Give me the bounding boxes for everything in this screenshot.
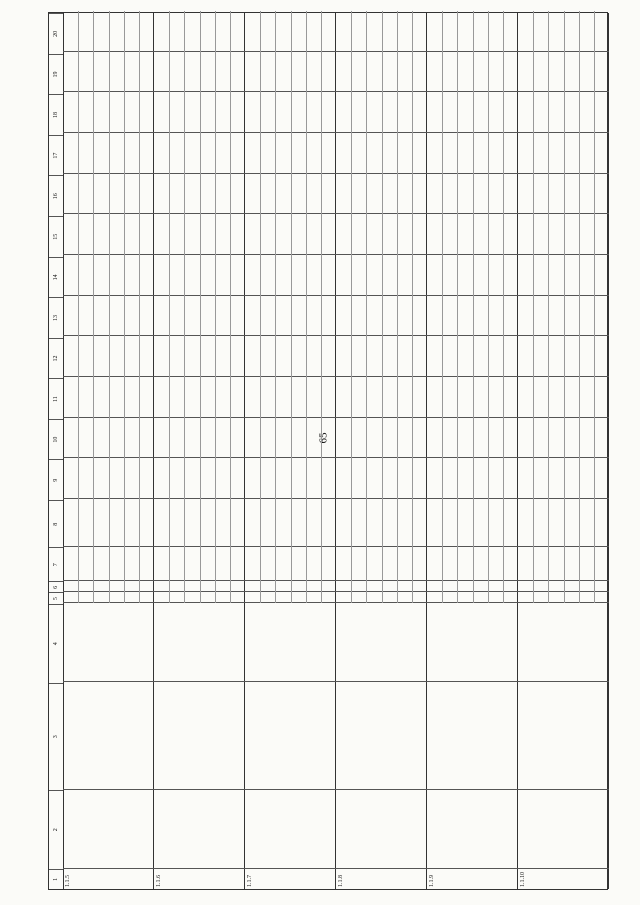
section-marker: 1.1.6 — [156, 875, 162, 887]
column-header: 7 — [49, 547, 63, 581]
sub-row-divider — [230, 11, 231, 603]
column-divider — [427, 868, 518, 869]
sub-row-divider — [109, 11, 110, 603]
section-marker: 1.1.7 — [247, 875, 253, 887]
column-header: 1 — [49, 869, 63, 889]
column-header: 6 — [49, 581, 63, 592]
sub-row-divider — [412, 11, 413, 603]
sub-row-divider — [169, 11, 170, 603]
column-divider — [154, 789, 245, 790]
column-header: 12 — [49, 338, 63, 379]
table-section — [245, 13, 336, 889]
column-header: 3 — [49, 683, 63, 790]
column-divider — [154, 681, 245, 682]
column-divider — [245, 789, 336, 790]
sub-row-divider — [124, 11, 125, 603]
column-divider — [336, 681, 427, 682]
sub-row-divider — [78, 11, 79, 603]
column-header: 2 — [49, 790, 63, 869]
sub-row-divider — [366, 11, 367, 603]
sub-row-divider — [306, 11, 307, 603]
column-divider — [336, 868, 427, 869]
column-header: 13 — [49, 297, 63, 338]
section-marker: 1.1.8 — [338, 875, 344, 887]
table-section — [154, 13, 245, 889]
column-header: 15 — [49, 216, 63, 257]
column-divider — [245, 868, 336, 869]
column-divider — [63, 789, 154, 790]
column-divider — [427, 681, 518, 682]
sub-row-divider — [579, 11, 580, 603]
sub-row-divider — [291, 11, 292, 603]
data-table — [48, 12, 608, 890]
sub-row-divider — [260, 11, 261, 603]
column-header: 20 — [49, 13, 63, 54]
section-marker: 1.1.9 — [429, 875, 435, 887]
sub-row-divider — [382, 11, 383, 603]
column-header: 11 — [49, 378, 63, 419]
column-header: 8 — [49, 500, 63, 547]
table-section — [427, 13, 518, 889]
table-section — [336, 13, 427, 889]
column-header: 18 — [49, 94, 63, 135]
sub-row-divider — [321, 11, 322, 603]
sub-row-divider — [93, 11, 94, 603]
sub-row-divider — [548, 11, 549, 603]
column-divider — [518, 681, 609, 682]
column-header: 10 — [49, 419, 63, 460]
table-section — [63, 13, 154, 889]
column-divider — [63, 681, 154, 682]
column-header: 16 — [49, 175, 63, 216]
sub-row-divider — [200, 11, 201, 603]
sub-row-divider — [351, 11, 352, 603]
column-header: 19 — [49, 54, 63, 95]
column-header: 4 — [49, 604, 63, 683]
sub-row-divider — [139, 11, 140, 603]
sub-row-divider — [533, 11, 534, 603]
column-divider — [336, 789, 427, 790]
page-number: 65 — [317, 432, 330, 444]
section-marker: 1.1.10 — [520, 872, 526, 887]
sub-row-divider — [594, 11, 595, 603]
section-marker: 1.1.5 — [65, 875, 71, 887]
column-divider — [245, 681, 336, 682]
column-divider — [63, 868, 154, 869]
sub-row-divider — [457, 11, 458, 603]
sub-row-divider — [473, 11, 474, 603]
sub-row-divider — [488, 11, 489, 603]
column-header: 17 — [49, 135, 63, 176]
column-divider — [518, 789, 609, 790]
column-header: 14 — [49, 257, 63, 298]
table-header-row — [49, 13, 64, 889]
column-header: 5 — [49, 592, 63, 603]
sub-row-divider — [275, 11, 276, 603]
sub-row-divider — [564, 11, 565, 603]
column-header: 9 — [49, 459, 63, 500]
sub-row-divider — [503, 11, 504, 603]
column-divider — [518, 868, 609, 869]
sub-row-divider — [215, 11, 216, 603]
sub-row-divider — [442, 11, 443, 603]
table-section — [518, 13, 609, 889]
sub-row-divider — [397, 11, 398, 603]
table-body — [63, 13, 609, 889]
sub-row-divider — [184, 11, 185, 603]
column-divider — [427, 789, 518, 790]
column-divider — [154, 868, 245, 869]
table-container — [48, 12, 608, 890]
